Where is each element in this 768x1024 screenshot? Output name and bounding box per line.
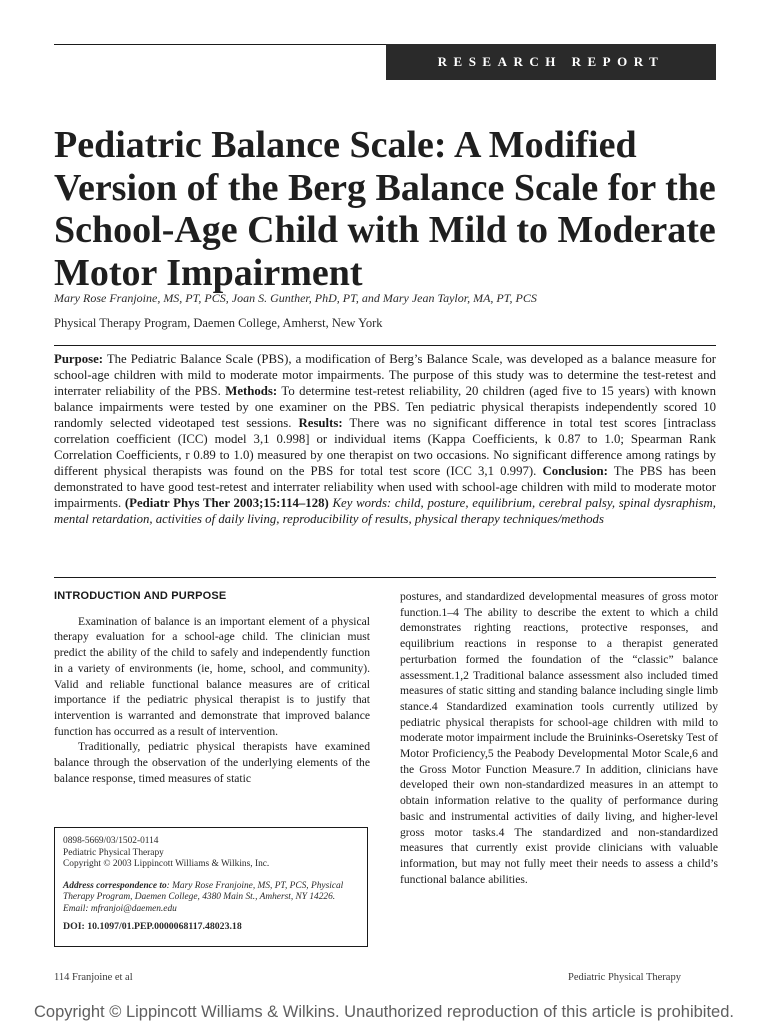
abstract-bottom-rule bbox=[54, 577, 716, 578]
citation: (Pediatr Phys Ther 2003;15:114–128) bbox=[124, 496, 329, 510]
article-title: Pediatric Balance Scale: A Modified Version of the Berg Balance Scale for the School-Age Child with Mild to Moderate Motor Impairment bbox=[54, 124, 716, 294]
copyright-notice: Copyright © Lippincott Williams & Wilkins. Unauthorized reproduction of this article is prohibited. bbox=[34, 1003, 734, 1021]
author-list: Mary Rose Franjoine, MS, PT, PCS, Joan S. Gunther, PhD, PT, and Mary Jean Taylor, MA, PT, PCS bbox=[54, 291, 537, 305]
left-paragraph-1: Examination of balance is an important element of a physical therapy evaluation for a school-age child. The clinician must predict the ability of the child to safely and independently function in a variety of environments (ie, home, school, and community). Valid and reliable functional balance measures are of critical importance if the pediatric physical therapist is to justify that intervention is warranted and demonstrate that improved balance function has occurred as a result of intervention. bbox=[54, 614, 370, 738]
abstract bbox=[54, 351, 716, 527]
methods-label: Methods: bbox=[225, 384, 278, 398]
purpose-text: The Pediatric Balance Scale (PBS), a modification of Berg’s Balance Scale, was developed as a balance measure for school-age children with mild to moderate motor impairments. The purpose of this study was to determine the test-retest and interrater reliability of the PBS. bbox=[54, 352, 716, 398]
affiliation: Physical Therapy Program, Daemen College, Amherst, New York bbox=[54, 316, 383, 330]
methods-text: To determine test-retest reliability, 20 children (aged five to 15 years) with known balance impairments were tested by one examiner on the PBS. Ten pediatric physical therapists independently scored 10 randomly selected videotaped test sessions. bbox=[54, 384, 716, 430]
footer-left: 114 Franjoine et al bbox=[54, 972, 133, 983]
right-paragraph-1: postures, and standardized developmental measures of gross motor function.1–4 The ability to describe the extent to which a child demonstrates righting reactions, protective responses, and equilibrium reactions in response to a therapist generated perturbation formed the foundation of the “classic” balance assessment.1,2 Traditional balance assessment also included timed measures of static sitting and standing balance including single limb stance.4 Standardized examination tools currently utilized by pediatric physical therapists for school-age children with mild to moderate motor impairment include the Bruininks-Oseretsky Test of Motor Proficiency,5 the Peabody Developmental Motor Scale,6 and the Gross Motor Function Measure.7 In addition, clinicians have developed their own non-standardized measures in an attempt to obtain information relative to the quality of performance during basic and instrumental activities of daily living, and higher-level gross motor tasks.4 The standardized and non-standardized measures that currently exist provide clinicians with valuable information, but may not fully meet their needs to assess a child’s functional balance abilities. bbox=[400, 590, 718, 886]
keywords: Key words: child, posture, equilibrium, cerebral palsy, spinal dysraphism, mental retardation, activities of daily living, reproducibility of results, physical therapy techniques/methods bbox=[54, 496, 716, 526]
right-column bbox=[400, 589, 718, 887]
issn-line: 0898-5669/03/1502-0114 bbox=[63, 836, 159, 846]
results-label: Results: bbox=[298, 416, 343, 430]
conclusion-label: Conclusion: bbox=[542, 464, 608, 478]
conclusion-text: The PBS has been demonstrated to have good test-retest and interrater reliability when used with school-age children with mild to moderate motor impairments. bbox=[54, 464, 716, 510]
left-paragraph-2: Traditionally, pediatric physical therapists have examined balance through the observation of the underlying elements of the balance response, timed measures of static bbox=[54, 740, 370, 785]
correspondence-label: Address correspondence to bbox=[63, 880, 167, 891]
left-column bbox=[54, 589, 370, 786]
results-text: There was no significant difference in total test scores [intraclass correlation coefficient (ICC) model 3,1 0.998] or individual items (Kappa Coefficients, k 0.87 to 1.0; Spearman Rank Correlation Coefficients, r 0.89 to 1.0) measured by one therapist on two occasions. No significant difference among ratings by different physical therapists was found on the PBS for total test score (ICC 3,1 0.997). bbox=[54, 416, 716, 478]
footer-right: Pediatric Physical Therapy bbox=[568, 972, 681, 983]
correspondence bbox=[63, 881, 359, 916]
correspondence-text: : Mary Rose Franjoine, MS, PT, PCS, Physical Therapy Program, Daemen College, 4380 Main St., Amherst, NY 14226. Email: mfranjoi@daemen.edu bbox=[63, 880, 344, 914]
publication-info-box bbox=[54, 827, 368, 947]
purpose-label: Purpose: bbox=[54, 352, 104, 366]
header-rule bbox=[54, 44, 386, 45]
abstract-top-rule bbox=[54, 345, 716, 346]
copyright-line: Copyright © 2003 Lippincott Williams & Wilkins, Inc. bbox=[63, 859, 270, 869]
research-report-banner: RESEARCH REPORT bbox=[386, 44, 716, 80]
journal-line: Pediatric Physical Therapy bbox=[63, 847, 164, 858]
intro-heading: INTRODUCTION AND PURPOSE bbox=[54, 590, 227, 602]
doi: DOI: 10.1097/01.PEP.0000068117.48023.18 bbox=[63, 921, 242, 932]
